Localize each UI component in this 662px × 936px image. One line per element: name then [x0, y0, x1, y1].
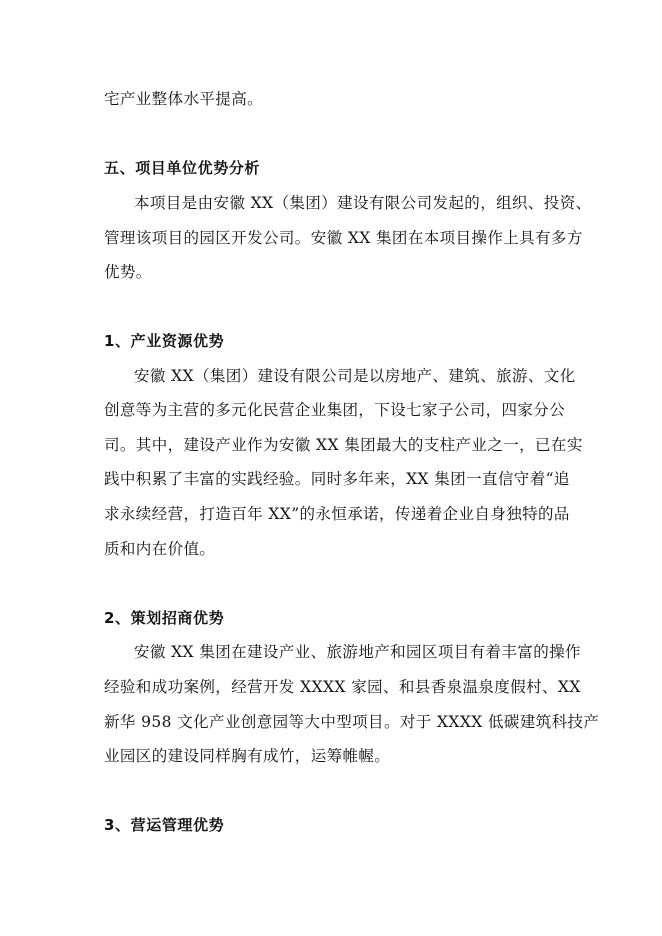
section5-paragraph-line: 优势。 [104, 263, 152, 281]
sub1-paragraph-line: 安徽 XX（集团）建设有限公司是以房地产、建筑、旅游、文化 [134, 367, 576, 385]
sub3-heading: 3、营运管理优势 [104, 816, 225, 834]
section5-paragraph-line: 管理该项目的园区开发公司。安徽 XX 集团在本项目操作上具有多方 [104, 229, 583, 247]
sub2-paragraph-line: 经验和成功案例，经营开发 XXXX 家园、和县香泉温泉度假村、XX [104, 678, 581, 696]
sub2-heading: 2、策划招商优势 [104, 609, 225, 627]
sub1-paragraph-line: 质和内在价值。 [104, 540, 216, 558]
sub1-paragraph-line: 践中积累了丰富的实践经验。同时多年来，XX 集团一直信守着“追 [104, 470, 570, 488]
sub1-paragraph-line: 司。其中，建设产业作为安徽 XX 集团最大的支柱产业之一，已在实 [104, 436, 583, 454]
sub1-heading: 1、产业资源优势 [104, 332, 225, 350]
section5-heading: 五、项目单位优势分析 [104, 159, 261, 177]
intro-tail-line: 宅产业整体水平提高。 [104, 90, 264, 108]
sub1-paragraph-line: 求永续经营，打造百年 XX”的永恒承诺，传递着企业自身独特的品 [104, 505, 570, 523]
sub2-paragraph-line: 安徽 XX 集团在建设产业、旅游地产和园区项目有着丰富的操作 [134, 643, 581, 661]
sub2-paragraph-line: 新华 958 文化产业创意园等大中型项目。对于 XXXX 低碳建筑科技产 [104, 713, 600, 731]
sub1-paragraph-line: 创意等为主营的多元化民营企业集团，下设七家子公司，四家分公 [104, 401, 566, 419]
section5-paragraph-line: 本项目是由安徽 XX（集团）建设有限公司发起的，组织、投资、 [134, 194, 592, 212]
sub2-paragraph-line: 业园区的建设同样胸有成竹，运筹帷幄。 [104, 747, 391, 765]
